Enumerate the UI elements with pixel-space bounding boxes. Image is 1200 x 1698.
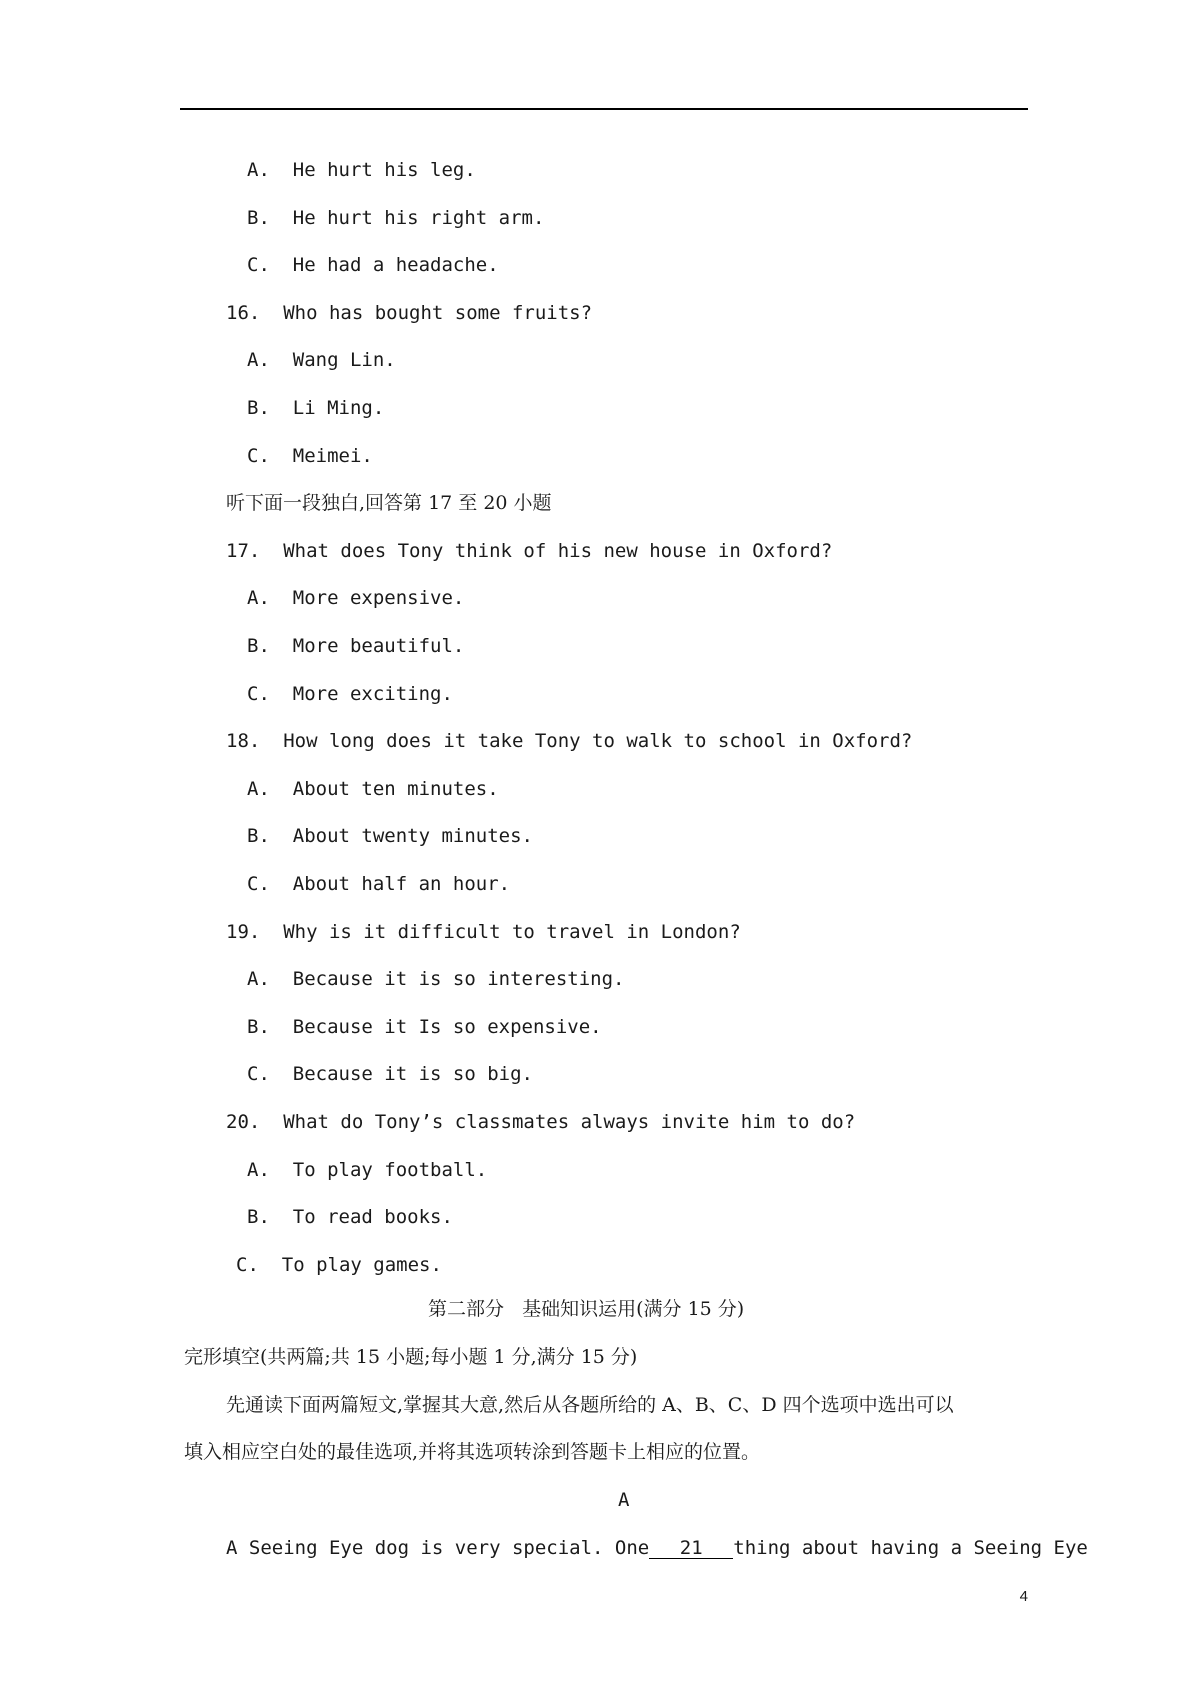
header-rule: [180, 108, 1028, 110]
q15-option-c: C. He had a headache.: [247, 254, 499, 276]
q16-option-c: C. Meimei.: [247, 445, 373, 467]
passage-label: A: [618, 1489, 630, 1511]
q16-option-a: A. Wang Lin.: [247, 349, 396, 371]
blank-21: 21: [649, 1538, 733, 1559]
q17-option-b: B. More beautiful.: [247, 635, 465, 657]
q19-option-b: B. Because it Is so expensive.: [247, 1016, 602, 1038]
q17-option-c: C. More exciting.: [247, 683, 453, 705]
part2-title: 第二部分 基础知识运用(满分 15 分): [428, 1298, 745, 1320]
cloze-instruction-line1: 先通读下面两篇短文,掌握其大意,然后从各题所给的 A、B、C、D 四个选项中选出可以: [226, 1394, 954, 1416]
q20-option-c: C. To play games.: [236, 1254, 442, 1276]
cloze-instruction-line2: 填入相应空白处的最佳选项,并将其选项转涂到答题卡上相应的位置。: [184, 1441, 761, 1463]
q17-stem: 17. What does Tony think of his new house in Oxford?: [226, 540, 833, 562]
cloze-heading: 完形填空(共两篇;共 15 小题;每小题 1 分,满分 15 分): [184, 1346, 638, 1368]
q16-stem: 16. Who has bought some fruits?: [226, 302, 593, 324]
q20-stem: 20. What do Tony’s classmates always invite him to do?: [226, 1111, 856, 1133]
q18-stem: 18. How long does it take Tony to walk to school in Oxford?: [226, 730, 913, 752]
q18-option-c: C. About half an hour.: [247, 873, 511, 895]
passage-text-after: thing about having a Seeing Eye: [733, 1537, 1088, 1559]
passage-text-before: A Seeing Eye dog is very special. One: [226, 1537, 650, 1559]
q16-option-b: B. Li Ming.: [247, 397, 385, 419]
q19-stem: 19. Why is it difficult to travel in London?: [226, 921, 741, 943]
page-number: 4: [1019, 1588, 1028, 1605]
q15-option-b: B. He hurt his right arm.: [247, 207, 545, 229]
q15-option-a: A. He hurt his leg.: [247, 159, 476, 181]
q20-option-b: B. To read books.: [247, 1206, 453, 1228]
q18-option-b: B. About twenty minutes.: [247, 825, 533, 847]
passage-line: [226, 1536, 1088, 1560]
monologue-instruction: 听下面一段独白,回答第 17 至 20 小题: [226, 492, 552, 514]
q19-option-a: A. Because it is so interesting.: [247, 968, 625, 990]
q19-option-c: C. Because it is so big.: [247, 1063, 533, 1085]
q18-option-a: A. About ten minutes.: [247, 778, 499, 800]
q17-option-a: A. More expensive.: [247, 587, 465, 609]
q20-option-a: A. To play football.: [247, 1159, 488, 1181]
